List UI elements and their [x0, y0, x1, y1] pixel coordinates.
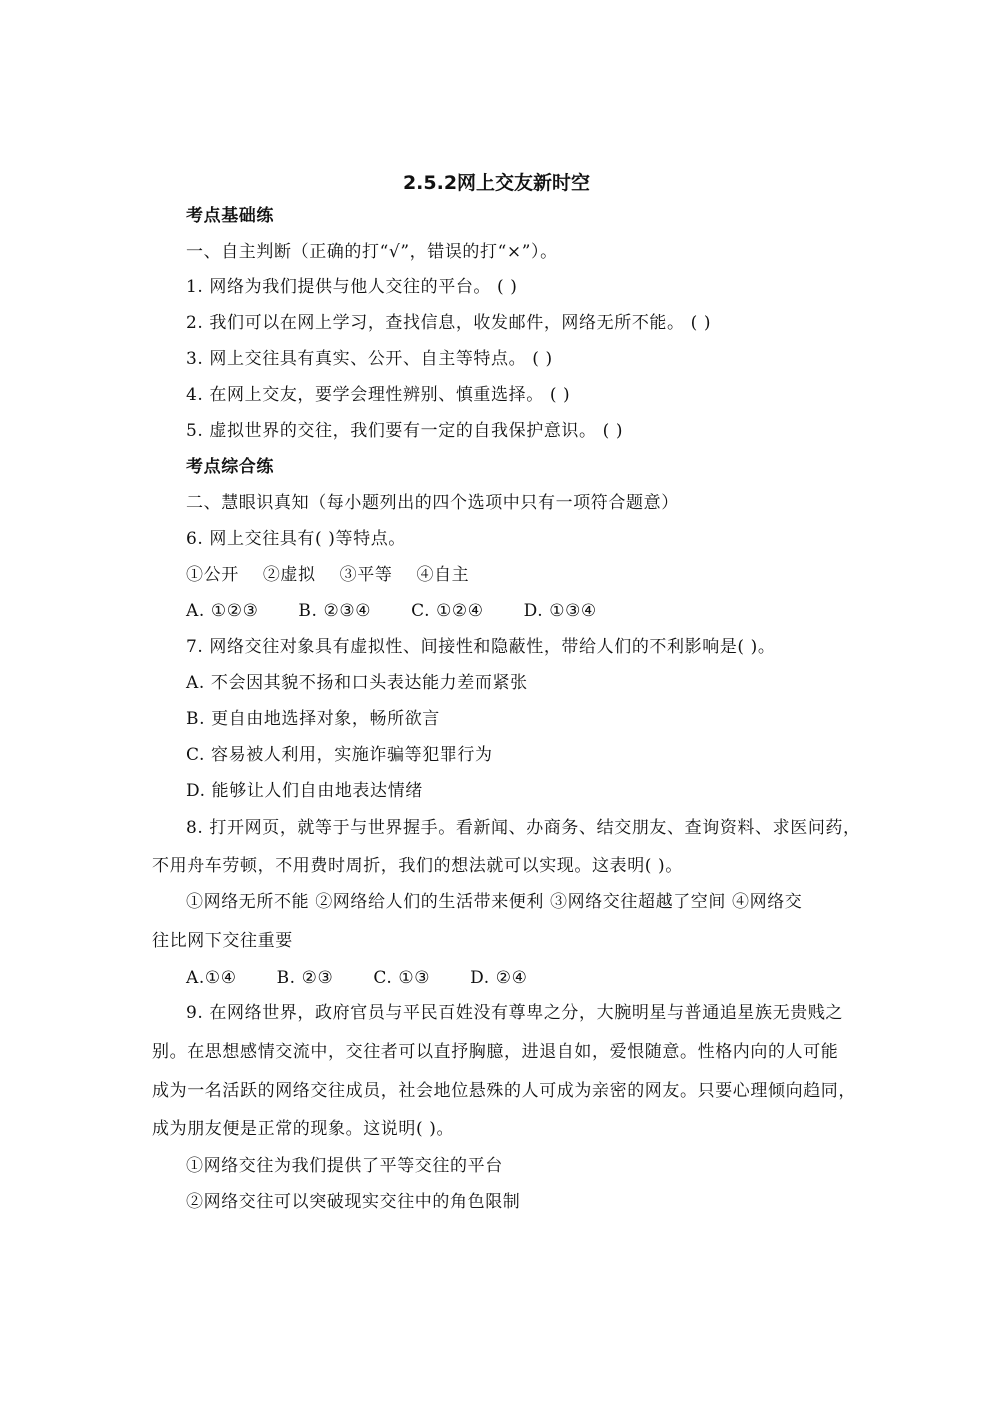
- q6-choice-b: B. ②③④: [298, 601, 372, 621]
- q9-statement-2: ②网络交往可以突破现实交往中的角色限制: [186, 1192, 521, 1212]
- q6-choices: [186, 600, 597, 622]
- section-heading-basic: 考点基础练: [186, 206, 274, 226]
- q9-stem-line2: 别。在思想感情交流中，交往者可以直抒胸臆，进退自如，爱恨随意。性格内向的人可能: [152, 1042, 839, 1062]
- q9-statement-1: ①网络交往为我们提供了平等交往的平台: [186, 1156, 503, 1176]
- q8-stem-line2: 不用舟车劳顿，不用费时周折，我们的想法就可以实现。这表明( )。: [152, 856, 683, 876]
- q7-choice-a: A. 不会因其貌不扬和口头表达能力差而紧张: [186, 673, 528, 693]
- judgment-item-2: 2. 我们可以在网上学习，查找信息，收发邮件，网络无所不能。 ( ): [186, 313, 712, 333]
- q6-choice-d: D. ①③④: [523, 601, 597, 621]
- q6-statement: ②虚拟: [262, 565, 316, 585]
- q9-stem-line3: 成为一名活跃的网络交往成员，社会地位悬殊的人可成为亲密的网友。只要心理倾向趋同，: [152, 1081, 856, 1101]
- judgment-item-1: 1. 网络为我们提供与他人交往的平台。 ( ): [186, 277, 518, 297]
- q9-stem-line1: 9. 在网络世界，政府官员与平民百姓没有尊卑之分，大腕明星与普通追星族无贵贱之: [186, 1003, 844, 1023]
- section1-instruction: 一、自主判断（正确的打“√”，错误的打“×”）。: [186, 242, 558, 262]
- page-title: 2.5.2网上交友新时空: [402, 172, 591, 194]
- q7-choice-c: C. 容易被人利用，实施诈骗等犯罪行为: [186, 745, 493, 765]
- judgment-item-5: 5. 虚拟世界的交往，我们要有一定的自我保护意识。 ( ): [186, 421, 624, 441]
- q8-choice-c: C. ①③: [373, 968, 431, 988]
- q6-statement: ③平等: [339, 565, 393, 585]
- q8-choice-d: D. ②④: [470, 968, 528, 988]
- q6-stem: 6. 网上交往具有( )等特点。: [186, 529, 406, 549]
- q6-choice-c: C. ①②④: [411, 601, 484, 621]
- q8-choice-b: B. ②③: [276, 968, 334, 988]
- section-heading-comprehensive: 考点综合练: [186, 457, 274, 477]
- q8-choices: [186, 967, 527, 989]
- q6-statements: [186, 564, 469, 586]
- q8-statements-line1: ①网络无所不能 ②网络给人们的生活带来便利 ③网络交往超越了空间 ④网络交: [186, 892, 803, 912]
- q7-choice-b: B. 更自由地选择对象，畅所欲言: [186, 709, 440, 729]
- judgment-item-3: 3. 网上交往具有真实、公开、自主等特点。 ( ): [186, 349, 553, 369]
- q7-choice-d: D. 能够让人们自由地表达情绪: [186, 781, 423, 801]
- q8-stem-line1: 8. 打开网页，就等于与世界握手。看新闻、办商务、结交朋友、查询资料、求医问药，: [186, 818, 861, 838]
- section2-instruction: 二、慧眼识真知（每小题列出的四个选项中只有一项符合题意）: [186, 493, 679, 513]
- q7-stem: 7. 网络交往对象具有虚拟性、间接性和隐蔽性，带给人们的不利影响是( )。: [186, 637, 776, 657]
- q8-choice-a: A.①④: [186, 968, 237, 988]
- judgment-item-4: 4. 在网上交友，要学会理性辨别、慎重选择。 ( ): [186, 385, 571, 405]
- q6-choice-a: A. ①②③: [186, 601, 259, 621]
- q9-stem-line4: 成为朋友便是正常的现象。这说明( )。: [152, 1119, 455, 1139]
- q8-statements-line2: 往比网下交往重要: [152, 931, 293, 951]
- q6-statement: ①公开: [186, 565, 239, 585]
- q6-statement: ④自主: [416, 565, 470, 585]
